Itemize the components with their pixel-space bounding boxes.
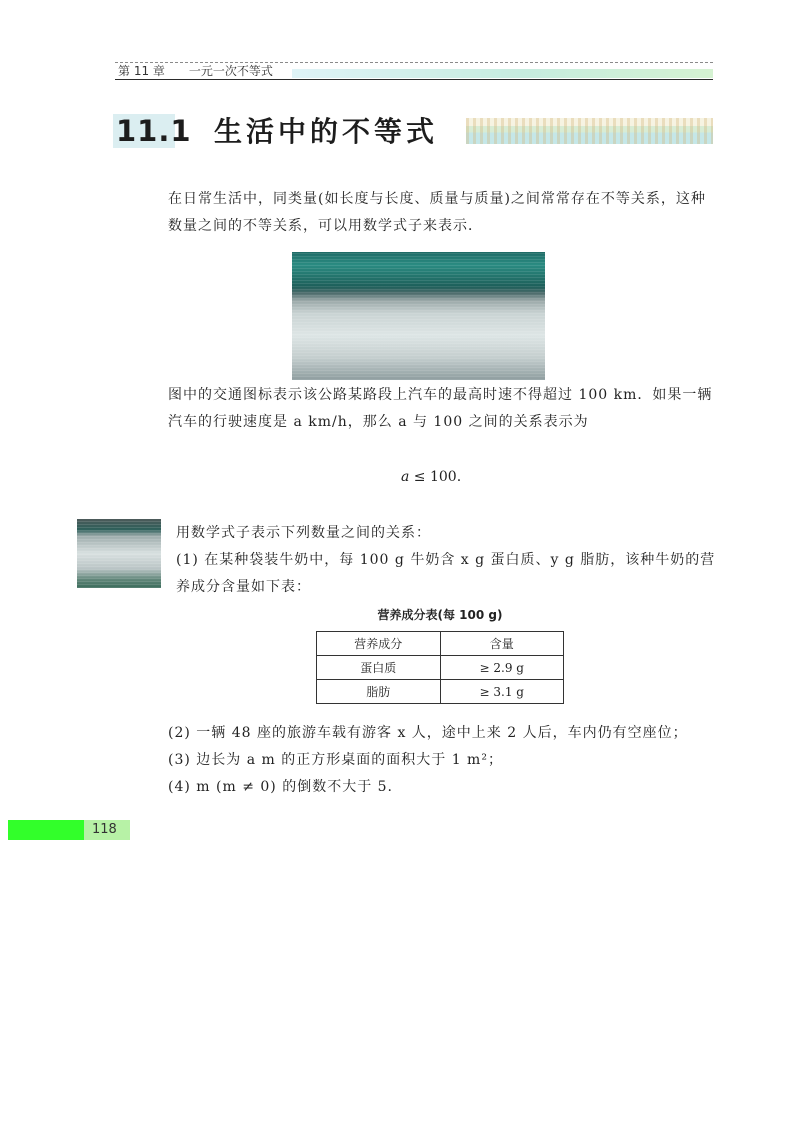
formula-rest: ≤ 100.: [409, 469, 462, 485]
page-number: 118: [92, 822, 117, 837]
table-cell: 脂肪: [317, 680, 441, 704]
table-caption: 营养成分表(每 100 g): [377, 608, 503, 622]
photo-texture: [292, 252, 545, 380]
exercise-items: [168, 720, 720, 801]
intro-paragraph: 在日常生活中，同类量(如长度与长度、质量与质量)之间常常存在不等关系，这种数量之间的不等关系，可以用数学式子来表示．: [168, 191, 706, 234]
table-row: [317, 656, 564, 680]
table-cell: 蛋白质: [317, 656, 441, 680]
exercise-item-1: (1) 在某种袋装牛奶中，每 100 g 牛奶含 x g 蛋白质、y g 脂肪，该种牛奶的营养成分含量如下表：: [176, 552, 716, 595]
table-header-cell: 含量: [440, 632, 564, 656]
table-row: [317, 680, 564, 704]
section-title: 生活中的不等式: [214, 115, 439, 148]
inequality-formula: [401, 467, 461, 487]
title-decor-strip: [466, 118, 713, 144]
exercise-item-3: (3) 边长为 a m 的正方形桌面的面积大于 1 m²；: [168, 752, 503, 768]
footer-green-bar: [8, 820, 84, 840]
table-header-row: [317, 632, 564, 656]
nutrition-table: [316, 631, 564, 704]
formula-variable: a: [401, 469, 410, 485]
section-number: 11.1: [116, 114, 192, 148]
table-cell: ≥ 2.9 g: [440, 656, 564, 680]
header-rule: [115, 79, 713, 80]
table-header-cell: 营养成分: [317, 632, 441, 656]
header-dotted-rule: [115, 62, 713, 63]
header-decor-bar: [292, 69, 713, 78]
speed-paragraph: 图中的交通图标表示该公路某路段上汽车的最高时速不得超过 100 km．如果一辆汽车的行驶速度是 a km/h，那么 a 与 100 之间的关系表示为: [168, 387, 713, 430]
traffic-sign-photo: [292, 252, 545, 380]
exercise-item-4: (4) m (m ≠ 0) 的倒数不大于 5.: [168, 779, 394, 795]
chapter-header: 第 11 章 一元一次不等式: [118, 64, 273, 78]
exercise-icon-image: [77, 519, 161, 588]
table-cell: ≥ 3.1 g: [440, 680, 564, 704]
exercise-intro: [176, 520, 721, 601]
exercise-prompt: 用数学式子表示下列数量之间的关系：: [176, 525, 431, 541]
exercise-item-2: (2) 一辆 48 座的旅游车载有游客 x 人，途中上来 2 人后，车内仍有空座位；: [168, 725, 688, 741]
thumb-texture: [77, 519, 161, 588]
